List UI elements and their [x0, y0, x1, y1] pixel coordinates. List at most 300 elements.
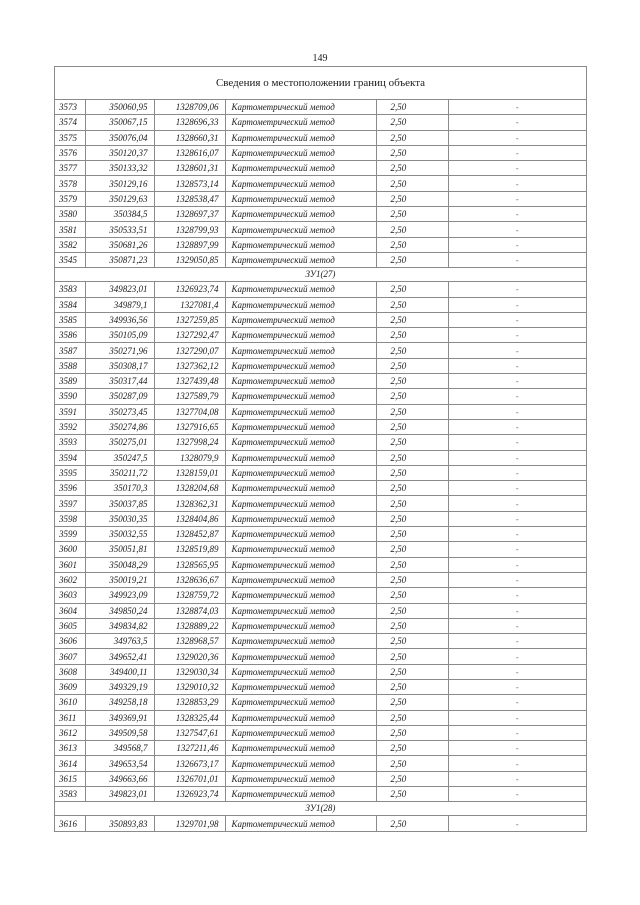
- accuracy-cell: 2,50: [376, 435, 448, 450]
- coordinates-table-body: [55, 100, 586, 831]
- y-coordinate-cell: 1329050,85: [154, 252, 225, 267]
- table-row: [55, 557, 586, 572]
- y-coordinate-cell: 1328660,31: [154, 130, 225, 145]
- y-coordinate-cell: 1328325,44: [154, 710, 225, 725]
- point-number-cell: 3585: [55, 312, 85, 327]
- point-number-cell: 3606: [55, 634, 85, 649]
- point-number-cell: 3594: [55, 450, 85, 465]
- point-number-cell: 3580: [55, 207, 85, 222]
- accuracy-cell: 2,50: [376, 207, 448, 222]
- table-row: [55, 679, 586, 694]
- method-cell: Картометрический метод: [225, 115, 376, 130]
- note-cell: -: [448, 435, 586, 450]
- y-coordinate-cell: 1327998,24: [154, 435, 225, 450]
- note-cell: -: [448, 252, 586, 267]
- method-cell: Картометрический метод: [225, 282, 376, 297]
- note-cell: -: [448, 481, 586, 496]
- x-coordinate-cell: 350211,72: [85, 465, 154, 480]
- method-cell: Картометрический метод: [225, 816, 376, 831]
- accuracy-cell: 2,50: [376, 695, 448, 710]
- point-number-cell: 3579: [55, 191, 85, 206]
- point-number-cell: 3587: [55, 343, 85, 358]
- method-cell: Картометрический метод: [225, 100, 376, 115]
- note-cell: -: [448, 161, 586, 176]
- point-number-cell: 3586: [55, 328, 85, 343]
- x-coordinate-cell: 349823,01: [85, 787, 154, 802]
- y-coordinate-cell: 1327081,4: [154, 297, 225, 312]
- table-row: [55, 481, 586, 496]
- x-coordinate-cell: 349936,56: [85, 312, 154, 327]
- coordinates-table: [55, 100, 586, 832]
- note-cell: -: [448, 145, 586, 160]
- method-cell: Картометрический метод: [225, 542, 376, 557]
- table-row: [55, 222, 586, 237]
- section-label: ЗУ1(28): [55, 802, 586, 816]
- point-number-cell: 3573: [55, 100, 85, 115]
- method-cell: Картометрический метод: [225, 252, 376, 267]
- note-cell: -: [448, 787, 586, 802]
- note-cell: -: [448, 130, 586, 145]
- accuracy-cell: 2,50: [376, 328, 448, 343]
- table-row: [55, 725, 586, 740]
- note-cell: -: [448, 343, 586, 358]
- point-number-cell: 3613: [55, 741, 85, 756]
- accuracy-cell: 2,50: [376, 496, 448, 511]
- x-coordinate-cell: 349834,82: [85, 618, 154, 633]
- x-coordinate-cell: 350533,51: [85, 222, 154, 237]
- y-coordinate-cell: 1328897,99: [154, 237, 225, 252]
- table-row: [55, 374, 586, 389]
- point-number-cell: 3577: [55, 161, 85, 176]
- table-row: [55, 542, 586, 557]
- method-cell: Картометрический метод: [225, 435, 376, 450]
- point-number-cell: 3610: [55, 695, 85, 710]
- accuracy-cell: 2,50: [376, 618, 448, 633]
- point-number-cell: 3612: [55, 725, 85, 740]
- note-cell: -: [448, 237, 586, 252]
- method-cell: Картометрический метод: [225, 588, 376, 603]
- table-row: [55, 207, 586, 222]
- method-cell: Картометрический метод: [225, 358, 376, 373]
- note-cell: -: [448, 542, 586, 557]
- table-row: [55, 511, 586, 526]
- point-number-cell: 3584: [55, 297, 85, 312]
- accuracy-cell: 2,50: [376, 389, 448, 404]
- point-number-cell: 3590: [55, 389, 85, 404]
- point-number-cell: 3583: [55, 282, 85, 297]
- accuracy-cell: 2,50: [376, 374, 448, 389]
- x-coordinate-cell: 350037,85: [85, 496, 154, 511]
- y-coordinate-cell: 1328968,57: [154, 634, 225, 649]
- accuracy-cell: 2,50: [376, 603, 448, 618]
- y-coordinate-cell: 1327211,46: [154, 741, 225, 756]
- method-cell: Картометрический метод: [225, 679, 376, 694]
- x-coordinate-cell: 350051,81: [85, 542, 154, 557]
- x-coordinate-cell: 349653,54: [85, 756, 154, 771]
- table-row: [55, 312, 586, 327]
- point-number-cell: 3602: [55, 572, 85, 587]
- accuracy-cell: 2,50: [376, 725, 448, 740]
- y-coordinate-cell: 1328362,31: [154, 496, 225, 511]
- x-coordinate-cell: 349823,01: [85, 282, 154, 297]
- table-row: [55, 297, 586, 312]
- point-number-cell: 3616: [55, 816, 85, 831]
- accuracy-cell: 2,50: [376, 358, 448, 373]
- x-coordinate-cell: 349652,41: [85, 649, 154, 664]
- note-cell: -: [448, 511, 586, 526]
- accuracy-cell: 2,50: [376, 557, 448, 572]
- table-row: [55, 435, 586, 450]
- y-coordinate-cell: 1328565,95: [154, 557, 225, 572]
- x-coordinate-cell: 349923,09: [85, 588, 154, 603]
- point-number-cell: 3615: [55, 771, 85, 786]
- note-cell: -: [448, 816, 586, 831]
- table-row: [55, 450, 586, 465]
- table-row: [55, 527, 586, 542]
- note-cell: -: [448, 527, 586, 542]
- y-coordinate-cell: 1327916,65: [154, 419, 225, 434]
- page-number: 149: [312, 53, 328, 64]
- x-coordinate-cell: 350120,37: [85, 145, 154, 160]
- table-row: [55, 756, 586, 771]
- method-cell: Картометрический метод: [225, 618, 376, 633]
- x-coordinate-cell: 350247,5: [85, 450, 154, 465]
- accuracy-cell: 2,50: [376, 634, 448, 649]
- note-cell: -: [448, 710, 586, 725]
- accuracy-cell: 2,50: [376, 191, 448, 206]
- point-number-cell: 3593: [55, 435, 85, 450]
- table-row: [55, 191, 586, 206]
- table-row: [55, 572, 586, 587]
- method-cell: Картометрический метод: [225, 787, 376, 802]
- y-coordinate-cell: 1328889,22: [154, 618, 225, 633]
- y-coordinate-cell: 1327547,61: [154, 725, 225, 740]
- note-cell: -: [448, 603, 586, 618]
- x-coordinate-cell: 350893,83: [85, 816, 154, 831]
- y-coordinate-cell: 1327362,12: [154, 358, 225, 373]
- accuracy-cell: 2,50: [376, 588, 448, 603]
- method-cell: Картометрический метод: [225, 572, 376, 587]
- point-number-cell: 3595: [55, 465, 85, 480]
- note-cell: -: [448, 389, 586, 404]
- accuracy-cell: 2,50: [376, 787, 448, 802]
- note-cell: -: [448, 404, 586, 419]
- point-number-cell: 3604: [55, 603, 85, 618]
- note-cell: -: [448, 176, 586, 191]
- note-cell: -: [448, 741, 586, 756]
- method-cell: Картометрический метод: [225, 191, 376, 206]
- accuracy-cell: 2,50: [376, 252, 448, 267]
- x-coordinate-cell: 349663,66: [85, 771, 154, 786]
- x-coordinate-cell: 349258,18: [85, 695, 154, 710]
- point-number-cell: 3614: [55, 756, 85, 771]
- y-coordinate-cell: 1328538,47: [154, 191, 225, 206]
- note-cell: -: [448, 312, 586, 327]
- x-coordinate-cell: 350275,01: [85, 435, 154, 450]
- y-coordinate-cell: 1329701,98: [154, 816, 225, 831]
- y-coordinate-cell: 1327259,85: [154, 312, 225, 327]
- accuracy-cell: 2,50: [376, 465, 448, 480]
- point-number-cell: 3574: [55, 115, 85, 130]
- method-cell: Картометрический метод: [225, 450, 376, 465]
- note-cell: -: [448, 634, 586, 649]
- y-coordinate-cell: 1328697,37: [154, 207, 225, 222]
- method-cell: Картометрический метод: [225, 664, 376, 679]
- accuracy-cell: 2,50: [376, 176, 448, 191]
- table-row: [55, 176, 586, 191]
- note-cell: -: [448, 115, 586, 130]
- method-cell: Картометрический метод: [225, 695, 376, 710]
- point-number-cell: 3603: [55, 588, 85, 603]
- table-row: [55, 618, 586, 633]
- point-number-cell: 3607: [55, 649, 85, 664]
- y-coordinate-cell: 1328204,68: [154, 481, 225, 496]
- table-row: [55, 771, 586, 786]
- table-row: [55, 389, 586, 404]
- x-coordinate-cell: 350681,26: [85, 237, 154, 252]
- y-coordinate-cell: 1328696,33: [154, 115, 225, 130]
- table-row: [55, 787, 586, 802]
- x-coordinate-cell: 350048,29: [85, 557, 154, 572]
- note-cell: -: [448, 756, 586, 771]
- method-cell: Картометрический метод: [225, 404, 376, 419]
- table-row: [55, 343, 586, 358]
- accuracy-cell: 2,50: [376, 145, 448, 160]
- method-cell: Картометрический метод: [225, 557, 376, 572]
- point-number-cell: 3575: [55, 130, 85, 145]
- x-coordinate-cell: 350032,55: [85, 527, 154, 542]
- accuracy-cell: 2,50: [376, 527, 448, 542]
- point-number-cell: 3600: [55, 542, 85, 557]
- x-coordinate-cell: 350030,35: [85, 511, 154, 526]
- accuracy-cell: 2,50: [376, 222, 448, 237]
- method-cell: Картометрический метод: [225, 649, 376, 664]
- x-coordinate-cell: 350273,45: [85, 404, 154, 419]
- accuracy-cell: 2,50: [376, 679, 448, 694]
- table-row: [55, 664, 586, 679]
- table-row: [55, 710, 586, 725]
- note-cell: -: [448, 496, 586, 511]
- y-coordinate-cell: 1326923,74: [154, 787, 225, 802]
- note-cell: -: [448, 695, 586, 710]
- table-row: [55, 695, 586, 710]
- table-row: [55, 115, 586, 130]
- note-cell: -: [448, 297, 586, 312]
- y-coordinate-cell: 1327292,47: [154, 328, 225, 343]
- y-coordinate-cell: 1329010,32: [154, 679, 225, 694]
- method-cell: Картометрический метод: [225, 222, 376, 237]
- accuracy-cell: 2,50: [376, 450, 448, 465]
- note-cell: -: [448, 465, 586, 480]
- point-number-cell: 3582: [55, 237, 85, 252]
- note-cell: -: [448, 618, 586, 633]
- point-number-cell: 3608: [55, 664, 85, 679]
- accuracy-cell: 2,50: [376, 542, 448, 557]
- point-number-cell: 3589: [55, 374, 85, 389]
- method-cell: Картометрический метод: [225, 771, 376, 786]
- point-number-cell: 3609: [55, 679, 85, 694]
- accuracy-cell: 2,50: [376, 649, 448, 664]
- y-coordinate-cell: 1328404,86: [154, 511, 225, 526]
- note-cell: -: [448, 572, 586, 587]
- point-number-cell: 3591: [55, 404, 85, 419]
- note-cell: -: [448, 771, 586, 786]
- x-coordinate-cell: 350129,63: [85, 191, 154, 206]
- x-coordinate-cell: 350019,21: [85, 572, 154, 587]
- point-number-cell: 3588: [55, 358, 85, 373]
- table-row: [55, 404, 586, 419]
- method-cell: Картометрический метод: [225, 374, 376, 389]
- method-cell: Картометрический метод: [225, 176, 376, 191]
- y-coordinate-cell: 1328601,31: [154, 161, 225, 176]
- x-coordinate-cell: 350271,96: [85, 343, 154, 358]
- accuracy-cell: 2,50: [376, 404, 448, 419]
- point-number-cell: 3578: [55, 176, 85, 191]
- method-cell: Картометрический метод: [225, 312, 376, 327]
- x-coordinate-cell: 350067,15: [85, 115, 154, 130]
- y-coordinate-cell: 1328874,03: [154, 603, 225, 618]
- note-cell: -: [448, 191, 586, 206]
- method-cell: Картометрический метод: [225, 207, 376, 222]
- note-cell: -: [448, 450, 586, 465]
- note-cell: -: [448, 679, 586, 694]
- method-cell: Картометрический метод: [225, 756, 376, 771]
- note-cell: -: [448, 358, 586, 373]
- x-coordinate-cell: 349329,19: [85, 679, 154, 694]
- point-number-cell: 3596: [55, 481, 85, 496]
- y-coordinate-cell: 1329030,34: [154, 664, 225, 679]
- x-coordinate-cell: 349400,11: [85, 664, 154, 679]
- y-coordinate-cell: 1327439,48: [154, 374, 225, 389]
- y-coordinate-cell: 1327704,08: [154, 404, 225, 419]
- y-coordinate-cell: 1328452,87: [154, 527, 225, 542]
- y-coordinate-cell: 1328616,07: [154, 145, 225, 160]
- x-coordinate-cell: 349850,24: [85, 603, 154, 618]
- point-number-cell: 3599: [55, 527, 85, 542]
- table-title: Сведения о местоположении границ объекта: [55, 67, 586, 100]
- accuracy-cell: 2,50: [376, 282, 448, 297]
- x-coordinate-cell: 349879,1: [85, 297, 154, 312]
- method-cell: Картометрический метод: [225, 496, 376, 511]
- point-number-cell: 3576: [55, 145, 85, 160]
- table-row: [55, 419, 586, 434]
- y-coordinate-cell: 1326673,17: [154, 756, 225, 771]
- accuracy-cell: 2,50: [376, 419, 448, 434]
- accuracy-cell: 2,50: [376, 100, 448, 115]
- note-cell: -: [448, 222, 586, 237]
- y-coordinate-cell: 1328636,67: [154, 572, 225, 587]
- point-number-cell: 3592: [55, 419, 85, 434]
- method-cell: Картометрический метод: [225, 389, 376, 404]
- section-header-row: [55, 802, 586, 816]
- note-cell: -: [448, 588, 586, 603]
- method-cell: Картометрический метод: [225, 710, 376, 725]
- x-coordinate-cell: 350133,32: [85, 161, 154, 176]
- method-cell: Картометрический метод: [225, 725, 376, 740]
- x-coordinate-cell: 349763,5: [85, 634, 154, 649]
- y-coordinate-cell: 1328159,01: [154, 465, 225, 480]
- y-coordinate-cell: 1328519,89: [154, 542, 225, 557]
- note-cell: -: [448, 419, 586, 434]
- accuracy-cell: 2,50: [376, 756, 448, 771]
- boundary-sheet: [54, 66, 587, 832]
- method-cell: Картометрический метод: [225, 328, 376, 343]
- accuracy-cell: 2,50: [376, 816, 448, 831]
- x-coordinate-cell: 350317,44: [85, 374, 154, 389]
- accuracy-cell: 2,50: [376, 771, 448, 786]
- x-coordinate-cell: 350105,09: [85, 328, 154, 343]
- note-cell: -: [448, 282, 586, 297]
- x-coordinate-cell: 350871,23: [85, 252, 154, 267]
- method-cell: Картометрический метод: [225, 511, 376, 526]
- note-cell: -: [448, 328, 586, 343]
- note-cell: -: [448, 664, 586, 679]
- table-row: [55, 328, 586, 343]
- accuracy-cell: 2,50: [376, 297, 448, 312]
- point-number-cell: 3601: [55, 557, 85, 572]
- point-number-cell: 3605: [55, 618, 85, 633]
- y-coordinate-cell: 1327589,79: [154, 389, 225, 404]
- method-cell: Картометрический метод: [225, 465, 376, 480]
- x-coordinate-cell: 350287,09: [85, 389, 154, 404]
- y-coordinate-cell: 1328573,14: [154, 176, 225, 191]
- x-coordinate-cell: 349568,7: [85, 741, 154, 756]
- table-row: [55, 634, 586, 649]
- y-coordinate-cell: 1328799,93: [154, 222, 225, 237]
- accuracy-cell: 2,50: [376, 481, 448, 496]
- method-cell: Картометрический метод: [225, 130, 376, 145]
- method-cell: Картометрический метод: [225, 481, 376, 496]
- x-coordinate-cell: 350384,5: [85, 207, 154, 222]
- table-row: [55, 130, 586, 145]
- x-coordinate-cell: 350170,3: [85, 481, 154, 496]
- x-coordinate-cell: 350060,95: [85, 100, 154, 115]
- section-label: ЗУ1(27): [55, 268, 586, 282]
- method-cell: Картометрический метод: [225, 527, 376, 542]
- table-row: [55, 603, 586, 618]
- point-number-cell: 3611: [55, 710, 85, 725]
- y-coordinate-cell: 1328853,29: [154, 695, 225, 710]
- method-cell: Картометрический метод: [225, 237, 376, 252]
- table-row: [55, 237, 586, 252]
- note-cell: -: [448, 100, 586, 115]
- accuracy-cell: 2,50: [376, 130, 448, 145]
- method-cell: Картометрический метод: [225, 161, 376, 176]
- accuracy-cell: 2,50: [376, 741, 448, 756]
- table-row: [55, 465, 586, 480]
- table-row: [55, 252, 586, 267]
- method-cell: Картометрический метод: [225, 343, 376, 358]
- accuracy-cell: 2,50: [376, 161, 448, 176]
- table-row: [55, 588, 586, 603]
- table-row: [55, 100, 586, 115]
- method-cell: Картометрический метод: [225, 419, 376, 434]
- section-header-row: [55, 268, 586, 282]
- accuracy-cell: 2,50: [376, 343, 448, 358]
- method-cell: Картометрический метод: [225, 297, 376, 312]
- method-cell: Картометрический метод: [225, 741, 376, 756]
- method-cell: Картометрический метод: [225, 634, 376, 649]
- table-row: [55, 496, 586, 511]
- x-coordinate-cell: 350129,16: [85, 176, 154, 191]
- point-number-cell: 3598: [55, 511, 85, 526]
- point-number-cell: 3545: [55, 252, 85, 267]
- accuracy-cell: 2,50: [376, 237, 448, 252]
- note-cell: -: [448, 557, 586, 572]
- accuracy-cell: 2,50: [376, 572, 448, 587]
- accuracy-cell: 2,50: [376, 710, 448, 725]
- x-coordinate-cell: 349369,91: [85, 710, 154, 725]
